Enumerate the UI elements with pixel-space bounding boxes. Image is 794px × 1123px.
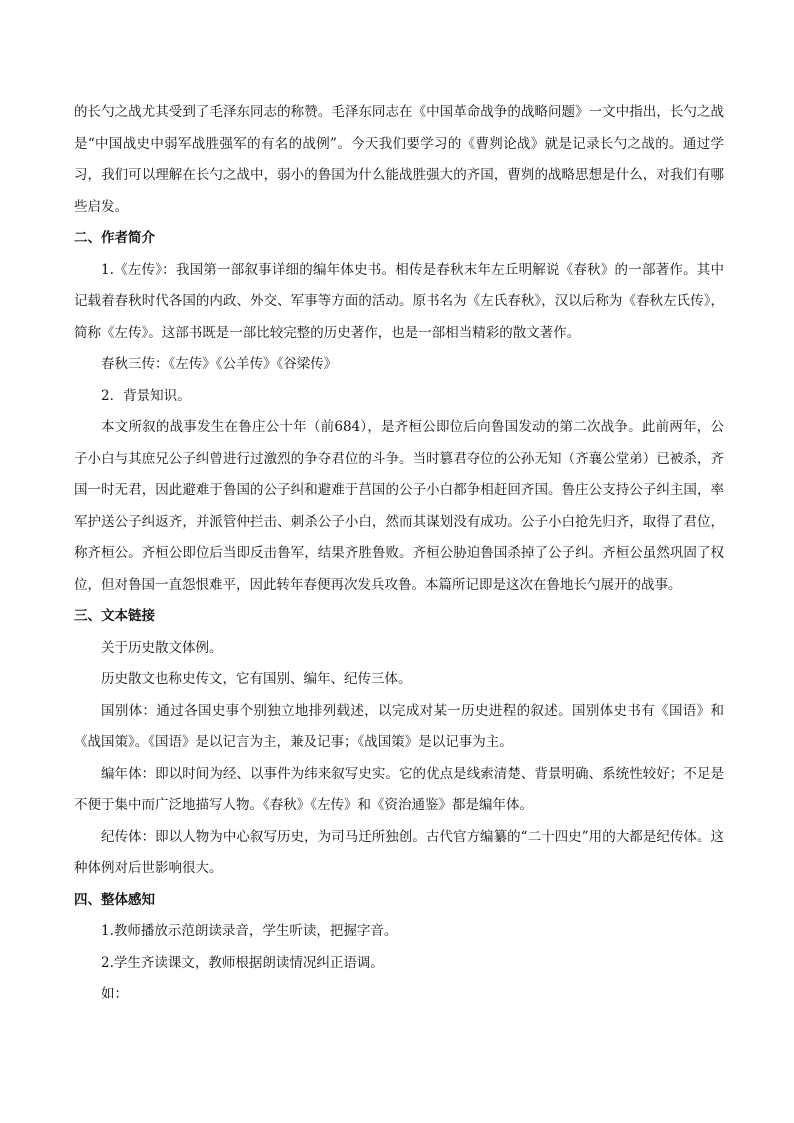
paragraph-genre-intro: 关于历史散文体例。 <box>101 639 223 656</box>
paragraph-background-label: 2．背景知识。 <box>101 387 191 404</box>
document-body <box>74 97 724 1011</box>
section-heading-text-link: 三、文本链接 <box>74 608 155 624</box>
paragraph-guobie: 国别体：通过各国史事个别独立地排列载述，以完成对某一历史进程的叙述。国别体史书有《国语》和《战国策》。《国语》是以记言为主，兼及记事；《战国策》是以记事为主。 <box>74 702 724 750</box>
paragraph-zuozhuan: 1.《左传》：我国第一部叙事详细的编年体史书。相传是春秋末年左丘明解说《春秋》的一部著作。其中记载着春秋时代各国的内政、外交、军事等方面的活动。原书名为《左氏春秋》，汉以后称为《春秋左氏传》，简称《左传》。这部书既是一部比较完整的历史著作，也是一部相当精彩的散文著作。 <box>74 261 724 341</box>
paragraph-jizhuan: 纪传体：即以人物为中心叙写历史，为司马迁所独创。古代官方编纂的“二十四史”用的大都是纪传体。这种体例对后世影响很大。 <box>74 828 724 876</box>
paragraph-step-1: 1.教师播放示范朗读录音，学生听读，把握字音。 <box>101 923 398 939</box>
paragraph-genre-types: 历史散文也称史传文，它有国别、编年、纪传三体。 <box>101 671 412 687</box>
paragraph-biannian: 编年体：即以时间为经、以事件为纬来叙写史实。它的优点是线索清楚、背景明确、系统性较好；不足是不便于集中而广泛地描写人物。《春秋》《左传》和《资治通鉴》都是编年体。 <box>74 765 724 813</box>
section-heading-overall: 四、整体感知 <box>74 891 155 908</box>
paragraph-background: 本文所叙的战事发生在鲁庄公十年（前684），是齐桓公即位后向鲁国发动的第二次战争。此前两年，公子小白与其庶兄公子纠曾进行过激烈的争夺君位的斗争。当时篡君夺位的公孙无知（齐襄公堂弟）已被杀，齐国一时无君，因此避难于鲁国的公子纠和避难于莒国的公子小白都争相赶回齐国。鲁庄公支持公子纠主国，率军护送公子纠返齐，并派管仲拦击、刺杀公子小白，然而其谋划没有成功。公子小白抢先归齐，取得了君位，称齐桓公。齐桓公即位后当即反击鲁军，结果齐胜鲁败。齐桓公胁迫鲁国杀掉了公子纠。齐桓公虽然巩固了权位，但对鲁国一直怨恨难平，因此转年春便再次发兵攻鲁。本篇所记即是这次在鲁地长勺展开的战事。 <box>74 419 724 593</box>
paragraph-three-commentaries: 春秋三传：《左传》《公羊传》《谷梁传》 <box>101 356 338 372</box>
paragraph-step-2: 2.学生齐读课文，教师根据朗读情况纠正语调。 <box>101 954 384 971</box>
paragraph-intro-continued: 的长勺之战尤其受到了毛泽东同志的称赞。毛泽东同志在《中国革命战争的战略问题》一文中指出，长勺之战是“中国战史中弱军战胜强军的有名的战例”。今天我们要学习的《曹刿论战》就是记录长勺之战的。通过学习，我们可以理解在长勺之战中，弱小的鲁国为什么能战胜强大的齐国，曹刿的战略思想是什么，对我们有哪些启发。 <box>74 104 724 215</box>
paragraph-example-label: 如： <box>101 986 128 1002</box>
section-heading-author: 二、作者简介 <box>74 230 155 246</box>
